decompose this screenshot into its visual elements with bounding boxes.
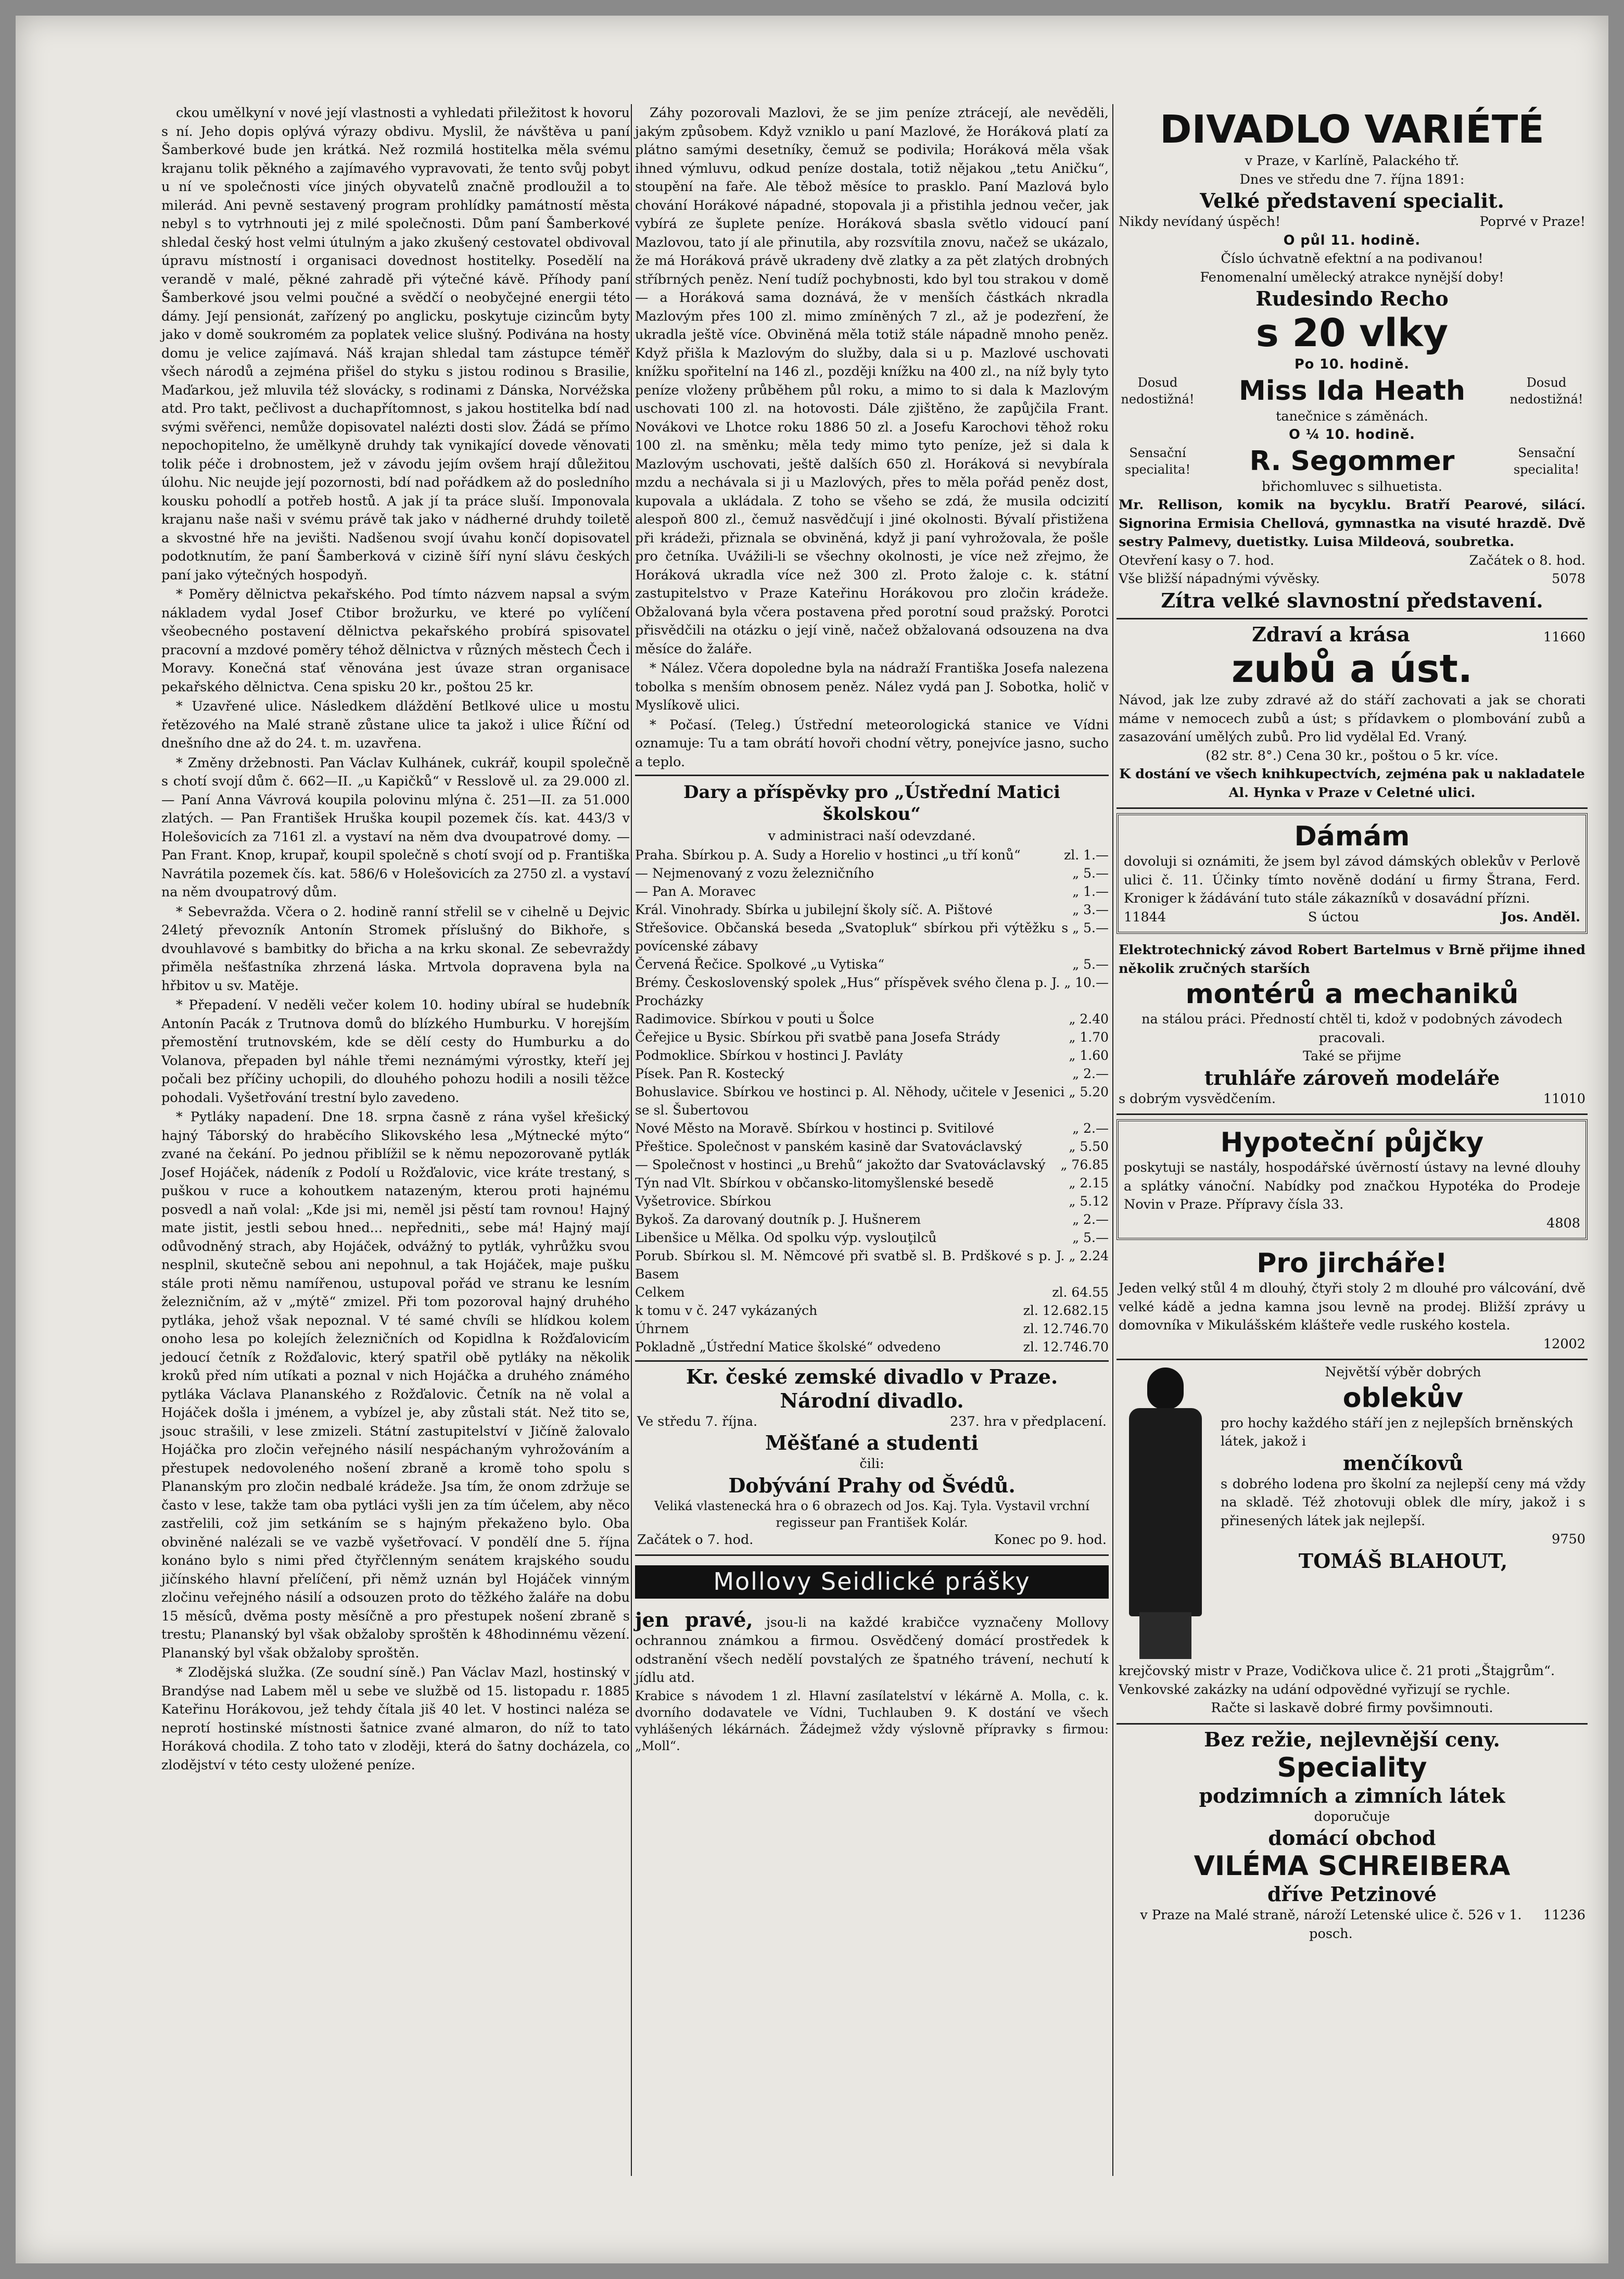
ledger-row-label: Podmoklice. Sbírkou v hostinci J. Pavláty [635,1047,903,1063]
article-paragraph: * Uzavřené ulice. Následkem dláždění Betlkové ulice u mostu řetězového na Malé straně zůstane ulice ta jakož i ulice Říční od dnešního dne až do 24. t. m. uzavřena. [161,699,630,751]
schreiber-headline: Speciality [1277,1752,1427,1783]
ledger-row [635,1301,1109,1320]
ledger-row-amount: „ 2.— [1072,1066,1109,1081]
ledger-row-amount: zl. 1.— [1064,847,1109,863]
damam-respect: S úctou [1308,909,1360,925]
clothes-address: krejčovský mistr v Praze, Vodičkova ulice č. 21 proti „Štajgrům“. [1119,1663,1555,1679]
montor-lead2: Také se přijme [1302,1048,1401,1064]
boy-figure-illustration [1119,1368,1212,1659]
column-divider [631,104,632,2176]
jirchar-ref: 12002 [1543,1336,1585,1352]
article-paragraph: * Počasí. (Teleg.) Ústřední meteorologická stanice ve Vídni oznamuje: Tu a tam obrátí hovoři chodní větry, ponejvíce jasno, sucho a teplo. [635,717,1109,770]
ledger-row-label: Nové Město na Moravě. Sbírkou v hostinci p. Svitilové [635,1120,994,1136]
ledger-row-label: — Pan A. Moravec [635,883,756,899]
ledger-row-label: Bohuslavice. Sbírkou ve hostinci p. Al. Něhody, učitele v Jesenici se sl. Šubertovou [635,1084,1065,1118]
ledger-row [635,1338,1109,1356]
theatre-desc: Veliká vlastenecká hra o 6 obrazech od Jos. Kaj. Tyla. Vystavil vrchní regisseur pan František Kolár. [654,1498,1089,1530]
ledger-row-amount: „ 2.— [1072,1211,1109,1227]
variete-act1b: Fenomenalní umělecký atrakce nynější doby! [1200,269,1504,285]
teeth-lead: Zdraví a krása [1252,622,1410,646]
theatre-play-part1: Měšťané a studenti [765,1431,979,1454]
ledger-row-amount: „ 2.40 [1069,1011,1109,1027]
damam-ad [1116,813,1588,934]
seidlitz-lead: jen pravé, [635,1607,753,1631]
montor-headline: montérů a mechaniků [1185,979,1519,1010]
damam-text: dovoluji si oznámiti, že jsem byl závod dámských oblekův v Perlově ulici č. 11. Účinky tímto nověně dodání u firmy Štrana, Ferd. Kroniger k žádávání tuto stále zákazníků v dosavádní přízni. [1124,854,1580,906]
ledger-row [635,1028,1109,1046]
ledger-row-amount: „ 3.— [1072,902,1109,917]
seidlitz-ad [635,1565,1109,1754]
ledger-row-label: — Nejmenovaný z vozu železničního [635,865,874,881]
ledger-row-label: Týn nad Vlt. Sbírkou v občansko-litomyšlenské besedě [635,1175,994,1191]
schreiber-headline2: podzimních a zimních látek [1199,1783,1505,1807]
clothes-ad [1116,1360,1588,1725]
variete-others: Mr. Rellison, komik na bycyklu. Bratří Pearové, silácí. Signorina Ermisia Chellová, gymnastka na visuté hrazdě. Dvě sestry Palmevy, duetistky. Luisa Mildeová, soubretka. [1119,497,1585,550]
ledger-row-amount: „ 2.— [1072,1120,1109,1136]
ledger-row-amount: „ 5.50 [1069,1138,1109,1154]
ledger-row [635,1137,1109,1156]
clothes-name: TOMÁŠ BLAHOUT, [1298,1549,1508,1573]
variete-right-note: Poprvé v Praze! [1479,214,1585,230]
newspaper-page [16,16,1608,2263]
ledger-row-amount: „ 1.60 [1069,1047,1109,1063]
ledger-row-label: Přeštice. Společnost v panském kasině dar Svatováclavský [635,1138,1022,1154]
jirchar-title: Pro jircháře! [1257,1248,1448,1279]
clothes-ref: 9750 [1552,1531,1585,1547]
ledger-row-label: Král. Vinohrady. Sbírka u jubilejní školy síč. A. Pištové [635,902,993,917]
theatre-play-title: Dobývání Prahy od Švédů. [728,1473,1016,1497]
article-paragraph: * Nález. Včera dopoledne byla na nádraží Františka Josefa nalezena tobolka s menším obnosem peněz. Nález vydá pan J. Sobotka, holič v Myslíkově ulici. [635,661,1109,713]
ledger-row-label: Praha. Sbírkou p. A. Sudy a Horelio v hostinci „u tří konů“ [635,847,1021,863]
ledger-row-label: Libenšice u Mělka. Od spolku výp. vyslouţilců [635,1230,937,1245]
ledger-row [635,1065,1109,1083]
theatre-subtitle: Národní divadlo. [780,1388,964,1412]
montor-tail: s dobrým vysvědčením. [1119,1091,1276,1107]
variete-performer3: R. Segommer [1249,445,1455,477]
montor-ref: 11010 [1543,1091,1585,1107]
ledger-row-amount: „ 5.— [1072,1230,1109,1245]
hypo-ad [1116,1119,1588,1240]
theatre-start: Začátek o 7. hod. [637,1531,754,1548]
ledger-row-label: Čeřejice u Bysic. Sbírkou při svatbě pana Josefa Strády [635,1029,1000,1045]
variete-performer2: Miss Ida Heath [1238,375,1466,407]
clothes-headline2: menčíkovů [1343,1451,1463,1475]
clothes-extra: Venkovské zakázky na udání odpovědné vyřizují se rychle. [1119,1681,1511,1698]
variete-right3: Sensační specialita! [1513,445,1580,477]
ledger-row-amount: „ 1.— [1072,883,1109,899]
ledger-row [635,1247,1109,1283]
clothes-sub: pro hochy každého stáří jen z nejlepších brněnských látek, jakož i [1221,1415,1574,1449]
column-divider [1112,104,1113,2176]
ledger-row-amount: zl. 64.55 [1052,1284,1109,1300]
ledger-row-amount: „ 5.— [1072,956,1109,972]
donations-intro: v administraci naší odevzdané. [768,828,976,844]
ledger-row-label: Úhrnem [635,1321,689,1336]
teeth-ref: 11660 [1543,629,1585,645]
ledger-row [635,1283,1109,1301]
ledger-row-label: Písek. Pan R. Kostecký [635,1066,784,1081]
montor-text: na stálou práci. Předností chtěl ti, kdož v podobných závodech pracovali. [1141,1011,1563,1046]
variete-feature: s 20 vlky [1255,311,1449,356]
variete-ad [1116,104,1588,619]
theatre-show-no: 237. hra v předplacení. [950,1413,1107,1429]
ledger-row [635,1083,1109,1119]
seidlitz-fine: Krabice s návodem 1 zl. Hlavní zasílatelství v lékárně A. Molla, c. k. dvorního dodavatele ve Vídni, Tuchlauben 9. K dostání ve všech vyhlášených lékárnách. Žádejmež vždy výslovně přípravky s firmou: „Moll“. [635,1688,1109,1753]
variete-left3: Sensační specialita! [1124,445,1191,477]
teeth-headline: zubů a úst. [1231,647,1473,691]
clothes-headline: oblekův [1342,1382,1464,1414]
ledger-row [635,846,1109,864]
ledger-row-label: Střešovice. Občanská beseda „Svatopluk“ sbírkou při výtěžku s povícenské zábavy [635,920,1069,954]
hypo-ref: 4808 [1546,1215,1580,1231]
schreiber-recommended: doporučuje [1314,1808,1390,1825]
ledger-row-amount: zl. 12.746.70 [1023,1321,1109,1336]
ledger-row [635,1046,1109,1065]
variete-posters: Vše bližší nápadnými vývěsky. [1119,571,1320,587]
variete-time2: Po 10. hodině. [1295,357,1410,372]
ledger-row [635,882,1109,901]
column-2 [635,104,1109,1754]
montor-lead: Elektrotechnický závod Robert Bartelmus v Brně přijme ihned několik zručných starších [1119,942,1585,977]
ledger-row-amount: „ 5.12 [1069,1193,1109,1209]
article-paragraph: * Přepadení. V neděli večer kolem 10. hodiny ubíral se hudebník Antonín Pacák z Trutnova domů do blízkého Humburku. V horejším přemostění trutnovském, kde se dělí cesty do Humburku a do Volanova, přepaden byl náhle třemi neznámými výrostky, kteří jej počali bez příčiny uchopili, do dlouhého pohozu hodili a nosili těžce pohodali. Vyšetřování trestní bylo zavedeno. [161,997,630,1106]
teeth-where: K dostání ve všech knihkupectvích, zejména pak u nakladatele Al. Hynka v Praze v Celetné ulici. [1119,766,1585,801]
variete-tomorrow: Zítra velké slavnostní představení. [1161,588,1543,612]
ledger-row-label: Celkem [635,1284,685,1300]
ledger-row [635,1229,1109,1247]
seidlitz-banner: Mollovy Seidlické prášky [635,1565,1109,1599]
ledger-row-amount: „ 76.85 [1060,1157,1109,1172]
ledger-row-label: Červená Řečice. Spolkové „u Vytiska“ [635,956,885,972]
variete-act1: Číslo úchvatně efektní a na podivanou! [1221,251,1483,267]
ledger-row [635,1174,1109,1192]
article-paragraph: * Zlodějská služka. (Ze soudní síně.) Pan Václav Mazl, hostinský v Brandýse nad Labem měl u sebe ve službě od 15. listopadu r. 1885 Kateřinu Horákovou, jež tehdy čítala jiš 40 let. V hostinci naléza se neprotí hostinské místnosti šatnice zvané almaron, do níž to tato Horáková chodila. Z toho tato v zloději, která do šatny docházela, co zlodějství v této cesty uložené peníze. [161,1665,630,1773]
ledger-row-label: Radimovice. Sbírkou v pouti u Šolce [635,1011,874,1027]
theatre-title: Kr. české zemské divadlo v Praze. [686,1364,1058,1388]
variete-headline: Velké představení specialit. [1200,189,1504,212]
damam-name: Jos. Anděl. [1501,909,1580,925]
ledger-row [635,1192,1109,1210]
clothes-lead: Největší výběr dobrých [1325,1364,1481,1380]
ledger-row [635,955,1109,973]
ledger-row-label: Vyšetrovice. Sbírkou [635,1193,772,1209]
column-1 [161,104,630,1776]
ledger-row [635,1320,1109,1338]
teeth-ad [1116,619,1588,809]
ledger-row [635,1156,1109,1174]
donations-list [635,775,1109,1356]
article-paragraph: * Poměry dělnictva pekařského. Pod tímto názvem napsal a svým nákladem vydal Josef Ctibor brožurku, ve které po vylíčení všeobecného postavení dělnictva pekařského probírá spisovatel pracovní a mzdové poměry téhož dělnictva v různých městech Čech i Moravy. Konečná stať věnována jest úvaze stran organisace pekařského dělnictva. Cena spisku 20 kr., poštou 25 kr. [161,587,630,695]
variete-right2: Dosud nedostižná! [1509,375,1583,407]
ledger-row-amount: zl. 12.746.70 [1023,1339,1109,1354]
ledger-row [635,1119,1109,1137]
ledger-row-label: Brémy. Československý spolek „Hus“ příspěvek svého člena p. J. Procházky [635,974,1060,1008]
ledger-row [635,864,1109,882]
article-paragraph: * Sebevražda. Včera o 2. hodině ranní střelil se v cihelně u Dejvic 24letý převozník Antonín Stromek příslušný do Bikhoře, s dvouhlavové s bambitky do břicha a na krku skonal. Ze sebevraždy přiměla nešťastníka zhrzená láska. Mrtvola dopravena byla na hřbitov u sv. Matěje. [161,904,630,994]
ledger-row-amount: „ 5.— [1072,865,1109,881]
ledger-row-label: — Společnost v hostinci „u Brehů“ jakožto dar Svatováclavský [635,1157,1046,1172]
variete-place: v Praze, v Karlíně, Palackého tř. [1245,153,1460,169]
variete-time1: O půl 11. hodině. [1283,232,1421,248]
ledger-row-amount: „ 10.— [1064,974,1109,990]
article-paragraph: * Změny držebnosti. Pan Václav Kulhánek, cukrář, koupil společně s chotí svojí dům č. 662—II. „u Kapičků“ v Resslově ul. za 29.000 zl. — Paní Anna Vávrová koupila polovinu mlýna č. 251—II. za 51.000 zlatých. — Pan František Hruška koupil pozemek čís. kat. 443/3 v Holešovicích za 7161 zl. a vystaví na něm dva dvoupatrové domy. — Pan Frant. Knop, krupař, koupil společně s chotí svojí od p. Františka Navrátila pozemek čís. kat. 586/6 v Holešovicích za 2750 zl. a vystaví na něm dvoupatrový dům. [161,755,630,900]
damam-title: Dámám [1294,821,1410,852]
theatre-or: čili: [859,1456,884,1472]
hypo-text: poskytuji se nastály, hospodářské úvěrností ústavy na levné dlouhy a splátky vánoční. Nabídky pod značkou Hypotéka do Prodeje Novin v Praze. Přípravy čísla 33. [1124,1160,1580,1212]
schreiber-address: v Praze na Malé straně, nároží Letenské ulice č. 526 v 1. posch. [1140,1907,1522,1942]
ledger-row-amount: zl. 12.682.15 [1023,1302,1109,1318]
seidlitz-text: jsou-li na každé krabičce vyznačeny Mollovy ochrannou známkou a firmou. Osvědčený domácí prostředek k odstranění všech nedělí povstalých ze špatného trávení, nechutí k jídlu atd. [635,1614,1109,1686]
ledger-row-amount: „ 5.20 [1069,1084,1109,1099]
column-3 [1116,104,1588,1948]
jirchar-ad [1116,1244,1588,1360]
variete-left2: Dosud nedostižná! [1121,375,1195,407]
montor-headline2: truhláře zároveň modeláře [1204,1066,1500,1090]
variete-left-note: Nikdy nevídaný úspěch! [1119,214,1281,230]
clothes-thanks: Račte si laskavě dobré firmy povšimnouti. [1211,1700,1493,1716]
ledger-row [635,1210,1109,1229]
theatre-end: Konec po 9. hod. [994,1531,1107,1548]
schreiber-ref: 11236 [1543,1907,1585,1923]
ledger-row [635,919,1109,955]
clothes-text: s dobrého lodena pro školní za nejlepší ceny má vždy na skladě. Též zhotovuji oblek dle míry, jakož i s přinesených látek jak nejlepší. [1221,1476,1585,1529]
article-paragraph: * Pytláky napadení. Dne 18. srpna časně z rána vyšel křešický hajný Táborský do hraběcího Slikovského lesa „Mýtnecké mýto“ zvané na čekání. Po jednou přiblížil se k němu nepozorovaně pytlák Josef Hojáček, nádeník z Podolí u Rožďalovic, vice kráte trestaný, s puškou v ruce a kohoutkem natazeným, kterou proti hajnému posvedl a naň volal: „Kde jsi mi, neměl jsi pěstí tam rovnou! Hajný mate jistit, jestli sebou hned... nepředniti,, sebe má! Hajný mají odůvodněný strach, aby Hojáček, odvážný to pytlák, vyhrůžku svou nesplnil, skutečně sebou ani nepohnul, a tak Hojáček, maje pušku stále proti němu namířenou, ustupoval pořád ve stranu ke lesním železničním, až v „mýtě“ zmizel. Při tom pozoroval hajný druhého pytláka, jehož však nepoznal. V té samé chvíli se hlídkou kolem onoho lesa po kolejích železničních od Kopidlna k Rožďalovicím jedoucí četník z Rožďalovic, který spatřil obě pytláky na několik kroků před ním utíkati a poznal v nich Hojáčka a druhého známého pytláka Václava Plananského z Rožďalovic. Četník na ně volal a Hojáček došla i jménem, a vybízel je, aby zůstali stát. Než tito se, jsouc strašili, v lese zmizeli. Státní zastupitelství v Jičíně žalovalo Hojáčka pro zločin veřejného násilí nespáchaným vyhrožováním a přestupek nedovoleného nošení zbraně a kromě toho spolu s Plananským pro zločin nedbalé krádeže. Jsa tím, že onom zdržuje se často v lese, takže tam oba pytláci vyšli jen za tím účelem, aby něco zastřelili, což jim setkáním se s hajným překaženo bylo. Oba obviněné nalézali se ve vazbě vyšetřovací. V pondělí dne 5. října konáno bylo s nimi před čtyřčlenným senátem krajského soudu jičínského hlavní přelíčení, při němž uznán byl Hojáček vinným zločinu veřejného násilí a odsouzen proto do těžkého žaláře na dobu 15 měsíců, dvěma posty měsíčně a pro přestupek nošení zbraně s trestu; Plananský byl však obžaloby sproštěn k 48hodinnému vězení. Plananský byl však obžaloby sproštěn. [161,1109,630,1661]
variete-title: DIVADLO VARIÉTÉ [1160,107,1544,152]
ledger-row-amount: „ 2.15 [1069,1175,1109,1191]
ledger-row-amount: „ 5.— [1072,920,1109,935]
donations-title: Dary a příspěvky pro „Ústřední Matici školskou“ [683,782,1060,825]
hypo-title: Hypoteční půjčky [1220,1127,1484,1158]
jirchar-text: Jeden velký stůl 4 m dlouhý, čtyři stoly 2 m dlouhé pro válcování, dvě velké kádě a jedna kamna jsou levně na prodej. Bližší zprávy u domovníka v Mikulášském klášteře vedle ruského kostela. [1119,1281,1585,1333]
schreiber-name: VILÉMA SCHREIBERA [1194,1851,1511,1882]
schreiber-shop: domácí obchod [1268,1826,1436,1850]
variete-ref: 5078 [1552,571,1585,587]
variete-date: Dnes ve středu dne 7. října 1891: [1239,171,1465,187]
ledger-row-label: Pokladně „Ústřední Matice školské“ odvedeno [635,1339,941,1354]
variete-performer1: Rudesindo Recho [1255,287,1449,310]
ledger-row-amount: „ 2.24 [1069,1248,1109,1263]
ledger-row-label: k tomu v č. 247 vykázaných [635,1302,818,1318]
theatre-ad [635,1360,1109,1556]
article-paragraph: ckou umělkyní v nové její vlastnosti a vyhledati přiležitost k hovoru s ní. Jeho dopis oplývá výrazy obdivu. Myslil, že návštěva u paní Šamberkové bude jen krátká. Než rozmilá hostitelka měla svému krajanu tolik pěkného a zajímavého vypravovati, že tento svůj pobyt u ní ve společnosti více jiných obyvatelů značně prodloužil a to milerád. Ani pevně sestavený program prohlídky památností města nebyl s to vytrhnouti jej z milé společnosti. Dům paní Šamberkové shledal český host velmi útulným a jako zkušený cestovatel obdivoval úpravu místností i organisaci dovednost hostitelky. Posedělí na verandě v malé, pěkné zahradě při výtečné kávě. Příhody paní Šamberkové jsou velmi poučné a svědčí o neobyčejné energii této dámy. Její pensionát, zařízený po anglicku, poskytuje cizincům byty jako v domě soukromém za poplatek velice slušný. Podivána na hosty domu je velice zajímavá. Náš krajan shledal tam zástupce téměř všech národů a zejména přišel do styku s jistou rodinou s Brasilie, Maďarkou, jež mluvila též slovácky, s rodinami z Dánska, Norvéžska atd. Pro takt, pečlivost a duchapřítomnost, s jakou hostitelka bdí nad svými svěřenci, nemůže dopisovatel nalézti dosti slov. Žádá se přímo nepochopitelno, že umělkyně druhdy tak vynikající dovede věnovati tolik péče i drobnostem, jež v závodu jejím ovšem hrají důležitou úlohu. Nic neujde její pozornosti, bdí nad pořádkem až do posledního kousku pohodlí a potřeb hostů. A jak jí ta práce sluší. Imponovala krajanu naše naši v svému právě tak jako v nádherné druhdy toiletě a skvostné hře na jevišti. Nadšenou svojí úvahu končí dopisovatel podotknutím, že paní Šamberková v cizině šíří nyní slávu českých paní jako výtečných hospodyň. [161,105,630,583]
ledger-row [635,901,1109,919]
ledger-row-amount: „ 1.70 [1069,1029,1109,1045]
ledger-row-label: Porub. Sbírkou sl. M. Němcové při svatbě sl. B. Prdškové s p. J. Basem [635,1248,1065,1282]
ledger-row [635,1010,1109,1028]
theatre-date: Ve středu 7. října. [637,1413,758,1429]
article-paragraph: Záhy pozorovali Mazlovi, že se jim peníze ztrácejí, ale nevěděli, jakým způsobem. Když vzniklo u paní Mazlové, že Horáková platí za plátno samými desetníky, čemuž se podivila; Horáková měla však ihned výmluvu, odkud peníze dostala, totiž nějakou „tetu Aničku“, stoupění na faře. Ale těbož měsíce to prasklo. Paní Mazlová bylo chování Horákové nápadné, stopovala ji a přistihla jednou večer, jak vybírá ze šuplete peníze. Horáková sbasla světlo vidoucí paní Mazlovou, tato jí ale přinutila, aby rozsvítila znovu, načež se ukázalo, že má Horáková právě ukradeny dvě zlatky a za pět zlatých drobných stříbrných peněz. Není tudíž pochybnosti, kdo byl tou strakou v domě — a Horáková sama doznává, že v menších částkách nkradla Mazlovým přes 100 zl. mimo zmíněných 7 zl., až je podezření, že ukradla ještě více. Obviněná měla totiž stále nápadně mnoho peněz. Když přišla k Mazlovým do služby, dala si u p. Mazlové uschovati knížku spořitelní na 146 zl., později knížku na 400 zl., na níž byly tyto peníze vloženy průběhem půl roku, a mimo to si dala k Mazlovým uschovati 100 zl. na hotovosti. Dále zjištěno, že zapůjčila Frant. Novákovi ve Lhotce roku 1886 50 zl. a Josefu Karochovi těhož roku 100 zl. na směnku; měla tedy mimo tyto peníze, jež si dala k Mazlovým uschovati, ještě dalších 650 zl. Horáková si nevybírala mzdu a nechávala si ji u Mazlových, přes to měla pořád peněz dost, kupovala a ukládala. Z toho se všeho se zdá, že musila odcizití alespoň 800 zl., čemuž nasvědčují i jiné okolnosti. Bývalí přistižena při krádeži, přiznala se obviněná, když ji paní vyhrožovala, že pošle pro četníka. Uvážili-li se všechny okolnosti, je více než zřejmo, že Horáková ukradla více než 300 zl. Proto žaloje c. k. státní zastupitelstvo v Praze Kateřinu Horákovou pro zločin krádeže. Obžalovaná byla včera postavena před porotní soud pražský. Porotci přisvědčili na otázku o její vině, načež obžalovaná odsouzena na dva měsíce do žaláře. [635,105,1109,657]
teeth-text: Návod, jak lze zuby zdravé až do stáří zachovati a jak se chorati máme v nemocech zubů a úst; s přídavkem o plombování zubů a zasazování umělých zubů. Pro lid vydělal Ed. Vraný. [1119,692,1585,745]
donations-ledger [635,846,1109,1356]
variete-time3: O ¼ 10. hodině. [1289,427,1415,442]
ledger-row-label: Bykoš. Za darovaný doutník p. J. Hušnerem [635,1211,921,1227]
ledger-row [635,973,1109,1010]
damam-ref: 11844 [1124,909,1166,925]
teeth-price: (82 str. 8°.) Cena 30 kr., poštou o 5 kr. více. [1206,748,1499,764]
montor-ad [1116,938,1588,1115]
variete-start: Začátek o 8. hod. [1469,552,1585,568]
schreiber-top: Bez režie, nejlevnější ceny. [1204,1727,1500,1751]
schreiber-ad [1116,1725,1588,1949]
schreiber-former: dříve Petzinové [1267,1882,1437,1906]
variete-act2: tanečnice s záměnách. [1276,408,1428,424]
variete-act3: břichomluvec s silhuetista. [1262,478,1442,495]
variete-open: Otevření kasy o 7. hod. [1119,552,1274,568]
